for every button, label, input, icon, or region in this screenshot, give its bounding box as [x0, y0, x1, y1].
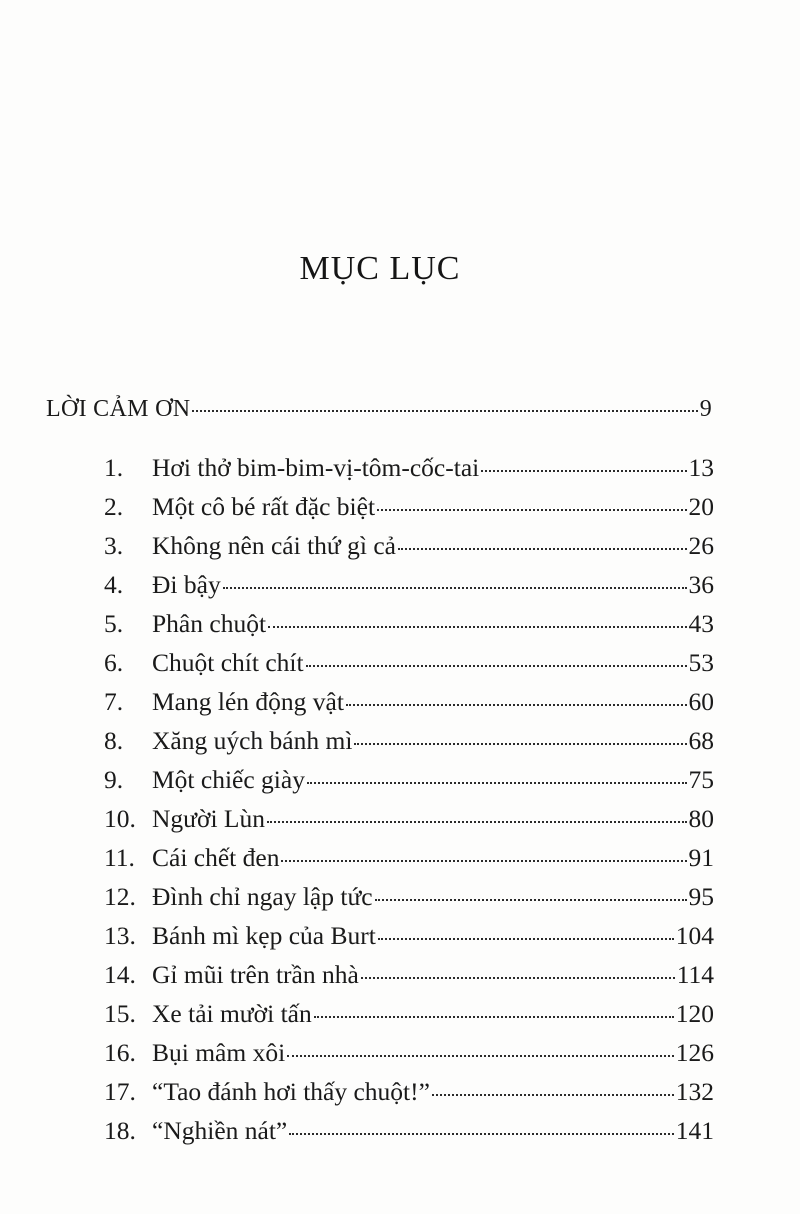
- chapter-title: Gỉ mũi trên trần nhà: [152, 959, 359, 989]
- toc-entry: [104, 606, 714, 639]
- chapter-title: Chuột chít chít: [152, 647, 304, 677]
- toc-page-number: 126: [675, 1037, 714, 1067]
- toc-entry: [104, 996, 714, 1029]
- chapter-title: Người Lùn: [152, 803, 266, 833]
- page-title: MỤC LỤC: [299, 250, 461, 287]
- chapter-number: 18.: [104, 1115, 136, 1145]
- dot-leader: [378, 918, 674, 944]
- chapter-title: Cái chết đen: [152, 842, 280, 872]
- toc-page-number: 20: [688, 491, 714, 521]
- dot-leader: [192, 392, 697, 416]
- toc-page-number: 53: [688, 647, 714, 677]
- toc-entry-acknowledgements: [46, 392, 712, 423]
- dot-leader: [267, 801, 686, 827]
- dot-leader: [281, 840, 686, 866]
- toc-entry: [104, 957, 714, 990]
- chapter-title: Đình chỉ ngay lập tức: [152, 881, 373, 911]
- toc-entry: [104, 567, 714, 600]
- dot-leader: [354, 723, 686, 749]
- chapter-number: 13.: [104, 920, 136, 950]
- toc-page-number: 68: [688, 725, 714, 755]
- dot-leader: [398, 528, 687, 554]
- toc-entry: [104, 1113, 714, 1146]
- toc-page-number: 91: [688, 842, 714, 872]
- chapter-title: “Tao đánh hơi thấy chuột!”: [152, 1076, 430, 1106]
- chapter-title: Hơi thở bim-bim-vị-tôm-cốc-tai: [152, 452, 480, 482]
- toc-entry-label: LỜI CẢM ƠN: [46, 396, 191, 422]
- dot-leader: [306, 645, 687, 671]
- toc-page-number: 132: [675, 1076, 714, 1106]
- toc-page-number: 120: [675, 998, 714, 1028]
- chapter-number: 7.: [104, 686, 124, 716]
- toc-entry: [104, 1074, 714, 1107]
- chapter-number: 16.: [104, 1037, 136, 1067]
- toc-page-number: 75: [688, 764, 714, 794]
- dot-leader: [481, 450, 686, 476]
- toc-entry: [104, 801, 714, 834]
- chapter-title: “Nghiền nát”: [152, 1115, 288, 1145]
- chapter-number: 6.: [104, 647, 124, 677]
- toc-entry: [104, 1035, 714, 1068]
- chapter-title: Xe tải mười tấn: [152, 998, 312, 1028]
- toc-page-number: 95: [688, 881, 714, 911]
- toc-page-number: 43: [688, 608, 714, 638]
- dot-leader: [223, 567, 687, 593]
- dot-leader: [268, 606, 686, 632]
- dot-leader: [314, 996, 674, 1022]
- dot-leader: [377, 489, 686, 515]
- chapter-number: 4.: [104, 569, 124, 599]
- chapter-title: Đi bậy: [152, 569, 221, 599]
- chapter-number: 17.: [104, 1076, 136, 1106]
- chapter-title: Một chiếc giày: [152, 764, 305, 794]
- dot-leader: [361, 957, 675, 983]
- toc-page-number: 104: [675, 920, 714, 950]
- chapter-title: Bụi mâm xôi: [152, 1037, 286, 1067]
- toc-page-number: 80: [688, 803, 714, 833]
- toc-entry: [104, 762, 714, 795]
- dot-leader: [287, 1035, 674, 1061]
- chapter-number: 14.: [104, 959, 136, 989]
- toc-page-number: 60: [688, 686, 714, 716]
- dot-leader: [289, 1113, 674, 1139]
- chapter-title: Một cô bé rất đặc biệt: [152, 491, 376, 521]
- dot-leader: [375, 879, 687, 905]
- chapter-title: Bánh mì kẹp của Burt: [152, 920, 376, 950]
- toc-entry: [104, 684, 714, 717]
- chapter-number: 5.: [104, 608, 124, 638]
- chapter-number: 2.: [104, 491, 124, 521]
- dot-leader: [346, 684, 687, 710]
- chapter-title: Không nên cái thứ gì cả: [152, 530, 396, 560]
- toc-entry: [104, 450, 714, 483]
- chapter-title: Phân chuột: [152, 608, 267, 638]
- toc-page-number: 26: [688, 530, 714, 560]
- toc-entry: [104, 840, 714, 873]
- toc-entry: [104, 723, 714, 756]
- toc-entry: [104, 918, 714, 951]
- chapter-number: 15.: [104, 998, 136, 1028]
- chapter-number: 8.: [104, 725, 124, 755]
- chapter-number: 11.: [104, 842, 135, 872]
- toc-page-number: 36: [688, 569, 714, 599]
- toc-entry: [104, 489, 714, 522]
- chapter-number: 1.: [104, 452, 124, 482]
- chapter-number: 12.: [104, 881, 136, 911]
- toc-page-number: 13: [688, 452, 714, 482]
- chapter-title: Xăng uých bánh mì: [152, 725, 353, 755]
- dot-leader: [307, 762, 687, 788]
- chapter-number: 10.: [104, 803, 136, 833]
- dot-leader: [432, 1074, 674, 1100]
- chapter-number: 3.: [104, 530, 124, 560]
- toc-entry: [104, 528, 714, 561]
- toc-page-number: 114: [676, 959, 714, 989]
- toc-page-number: 9: [699, 396, 712, 422]
- chapter-number: 9.: [104, 764, 124, 794]
- toc-page-number: 141: [675, 1115, 714, 1145]
- toc-entry: [104, 645, 714, 678]
- toc-entry: [104, 879, 714, 912]
- chapter-title: Mang lén động vật: [152, 686, 344, 716]
